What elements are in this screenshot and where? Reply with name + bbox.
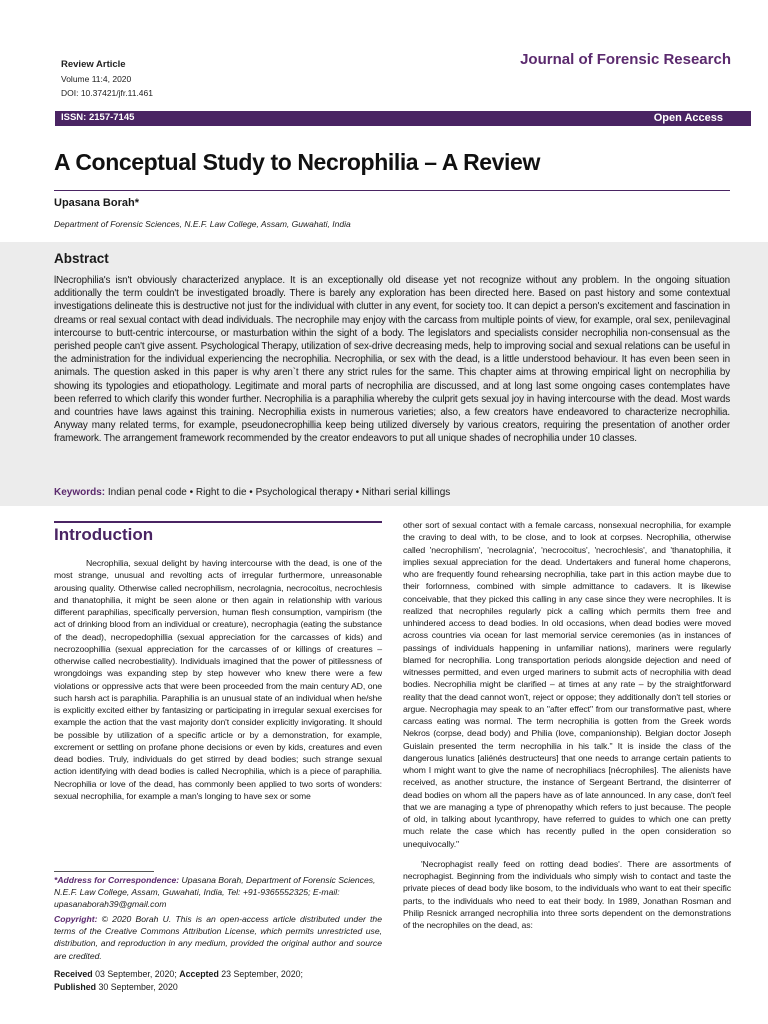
article-title: A Conceptual Study to Necrophilia – A Review (54, 149, 540, 175)
body-column-left: Necrophilia, sexual delight by having intercourse with the dead, is one of the most strange, unusual and revolting acts of irregular furthermore, unreasonable arousing quality. Otherwise called necrophilism, necrolagnia, necrocoitus, necrochlesis and thanatophilia, it might be seen alone or then again in relationship with various different paraphilias, specifically perversion, human flesh consumption, vampirism (the act of drinking blood from an individual or creature), necrophagia (eating the substance of the dead), necropedophillia (sexual appreciation for the carcasses of kids) and necrozoophillia (sexual appreciation for the carcasses of or killings of creatures – otherwise called necrobestiality). Individuals imagined that the power of pitilessness of wrongdoings was expanding step by step however who knew there were a few violations or oppressive acts that were been proceeded from the main century AD, one such harsh act is paraphilia. Paraphilia is an unusual state of an individual when he/she is explicitly excited either by fantasizing or participating in irregular sexual exercises for example the action that the vast majority don't consider explicitly invigorating. It should be possible by utilization of a specific article or by a demonstration, for example, excrement or settling on profane phone decisions or even by kids, creatures and even dead bodies. Truly, individuals do get stirred by dead bodies; such strange sexual action identifying with dead bodies is called Necrophilia, which is a piece of paraphilia. Necrophilia or love of the dead, has commonly been applied to two sorts of wonders: sexual necrophilia, for example a man's longing to have sex or some (54, 558, 382, 801)
abstract-heading: Abstract (54, 251, 109, 266)
article-type: Review Article (61, 59, 126, 70)
keywords-list: Indian penal code • Right to die • Psychological therapy • Nithari serial killings (107, 487, 451, 498)
volume: Volume 11:4, 2020 (61, 74, 132, 84)
abstract-section (0, 242, 768, 506)
keywords-label: Keywords: (54, 487, 106, 498)
open-access-label: Open Access (653, 112, 723, 124)
article-meta (61, 58, 153, 100)
copyright-text: © 2020 Borah U. This is an open-access article distributed under the terms of the Creative Commons Attribution License, which permits unrestricted use, distribution, and reproduction in any medium, provided the original author and source are credited. (54, 914, 382, 961)
received-date: 03 September, 2020; (92, 969, 177, 979)
abstract-text: lNecrophilia's isn't obviously characterized anyplace. It is an exceptionally old disease yet not recognize without any problem. In the ongoing situation additionally the term couldn't be investigated broadly. There is barely any exploration has been directed here. Based on past history and some contextual investigations delineate this is destructive not just for the individual with clutter in any event, for society too. It can depict a person's excitement and fascination in dreams or real sexual contact with dead individuals. The necrophile may enjoy with the carcass from multiple points of view, for example, oral sex, penilevaginal intercourse to butt-centric intercourse, or masturbation within the sight of a body. The legislators and specialists consider necrophilia non-consensual as the perished people can't give assent. Psychological Therapy, utilization of sex-drive decreasing meds, help to improving social and sexual relations can be useful in the administration for the individual experiencing the necrophilia. Necrophilia, or sex with the dead, is a little understood behaviour. It has even been seen in animals. The question asked in this paper is why aren`t there any strict rules for the same. This chapter aims at throwing empirical light on necrophilia by showing its typologies and etiopathology. Legitimate and moral parts of necrophilia are discussed, and at long last some ongoing cases contemplates have been referred to which clarify this wonder further. Necrophilia is a paraphilia whereby the culprit gets sexual joy in having intercourse with the dead. Most wards and countries have laws against this training. Necrophilia exists in numerous varieties; also, a few creators have endeavored to characterize necrophilia. Anyway many related terms, for example, pseudonecrophillia keep being utilized diversely by various creators, requiring the presentation of another order framework. The arrangement framework recommended by the creator endeavors to put all unique shades of necrophilia under 10 classes. (54, 275, 730, 445)
correspondence-label: *Address for Correspondence: (54, 875, 180, 885)
correspondence-note (54, 874, 382, 911)
received-label: Received (54, 969, 93, 979)
publication-dates (54, 968, 382, 993)
keywords (54, 487, 450, 498)
body-paragraph: 'Necrophagist really feed on rotting dead bodies'. There are assortments of necrophagist. Beginning from the individuals who simply wish to contact and taste the private pieces of dead body like bosom, to the individuals who want to eat their specific parts, to the individuals who need to eat their body. In 1989, Jonathan Rosman and Philip Resnick arranged necrophilia into three sorts dependent on the demonstrations of the necrophiles on the dead, as: (403, 858, 731, 930)
published-label: Published (54, 981, 97, 992)
body-column-right (403, 519, 731, 931)
affiliation: Department of Forensic Sciences, N.E.F. Law College, Assam, Guwahati, India (54, 219, 351, 229)
published-date: 30 September, 2020 (96, 981, 178, 992)
issn-band (55, 111, 751, 126)
journal-name: Journal of Forensic Research (520, 51, 731, 68)
accepted-date: 23 September, 2020; (218, 969, 303, 979)
copyright-label: Copyright: (54, 914, 98, 924)
title-divider (54, 190, 730, 191)
accepted-label: Accepted (179, 969, 219, 979)
doi: DOI: 10.37421/jfr.11.461 (61, 88, 153, 98)
author: Upasana Borah* (54, 197, 139, 209)
section-heading-introduction: Introduction (54, 525, 154, 544)
footnote-divider (54, 871, 154, 872)
issn: ISSN: 2157-7145 (61, 112, 135, 123)
body-paragraph: other sort of sexual contact with a female carcass, nonsexual necrophilia, for example the craving to deal with, to be close, and to look at corpses. Necrophilia, otherwise called 'necrophilism', 'necrolagnia', 'necrocoitus', 'necrochlesis', and 'thanatophilia, it implies sexual appreciation for the dead. Undertakers and funeral home chaperons, who are frequently found rehearsing necrophilia, take part in this action maybe due to their forlornness, combined with simple admittance to cadavers. It is likewise conceivable, that they picked this calling in any case since they were necrophiles. It is realized that necrophiles regularly pick a calling which permits them free and unhindered access to dead bodies. In old occasions, when dead bodies were moved across countries via ocean for last memorial service ceremonies (as in instances of passings of individuals happening in unfamiliar nations), mariners were regularly blamed for necrophilia. Long transportation periods alongside dejection and need of witnesses permitted, and even urged mariners to submit acts of necrophilia with dead bodies. Necrophilia might be clarified – at times at any rate – by the straightforward reality that the dead cannot won't, reject or oppose; they additionally don't tell stories or argue. Necrophagia may speak to an "after effect" from our transformative past, where carcass eating was normal. The term necrophilia is gotten from the Greek words Nekros (corpse, dead body) and Philia (love, companionship). Belgian doctor Joseph Guislain presented the term necrophilia in his talk." It is inside the class of the dangerous lunatics [aliénés destructeurs] that one needs to arrange certain patients to whom I might want to give the name of necrophiliacs [nécrophiles]. The alienists have received, as another structure, the instance of Sergeant Bertrand, the disinterrer of dead bodies on whom all the papers have as of late announced. In any case, don't feel that we are managing a type of phrenopathy which refers to just because. The people of old, in talking about lycanthropy, have referred to guides to which one can pretty much relate the case which has recently pulled in the open consideration so unequivocally." (403, 520, 731, 849)
correspondence-text: Upasana Borah, Department of Forensic Sciences, N.E.F. Law College, Assam, Guwahati, India, Tel: +91-9365552325; E-mail: upasanaborah39@gmail.com (54, 875, 376, 910)
copyright-note (54, 913, 382, 962)
intro-divider (54, 521, 382, 523)
